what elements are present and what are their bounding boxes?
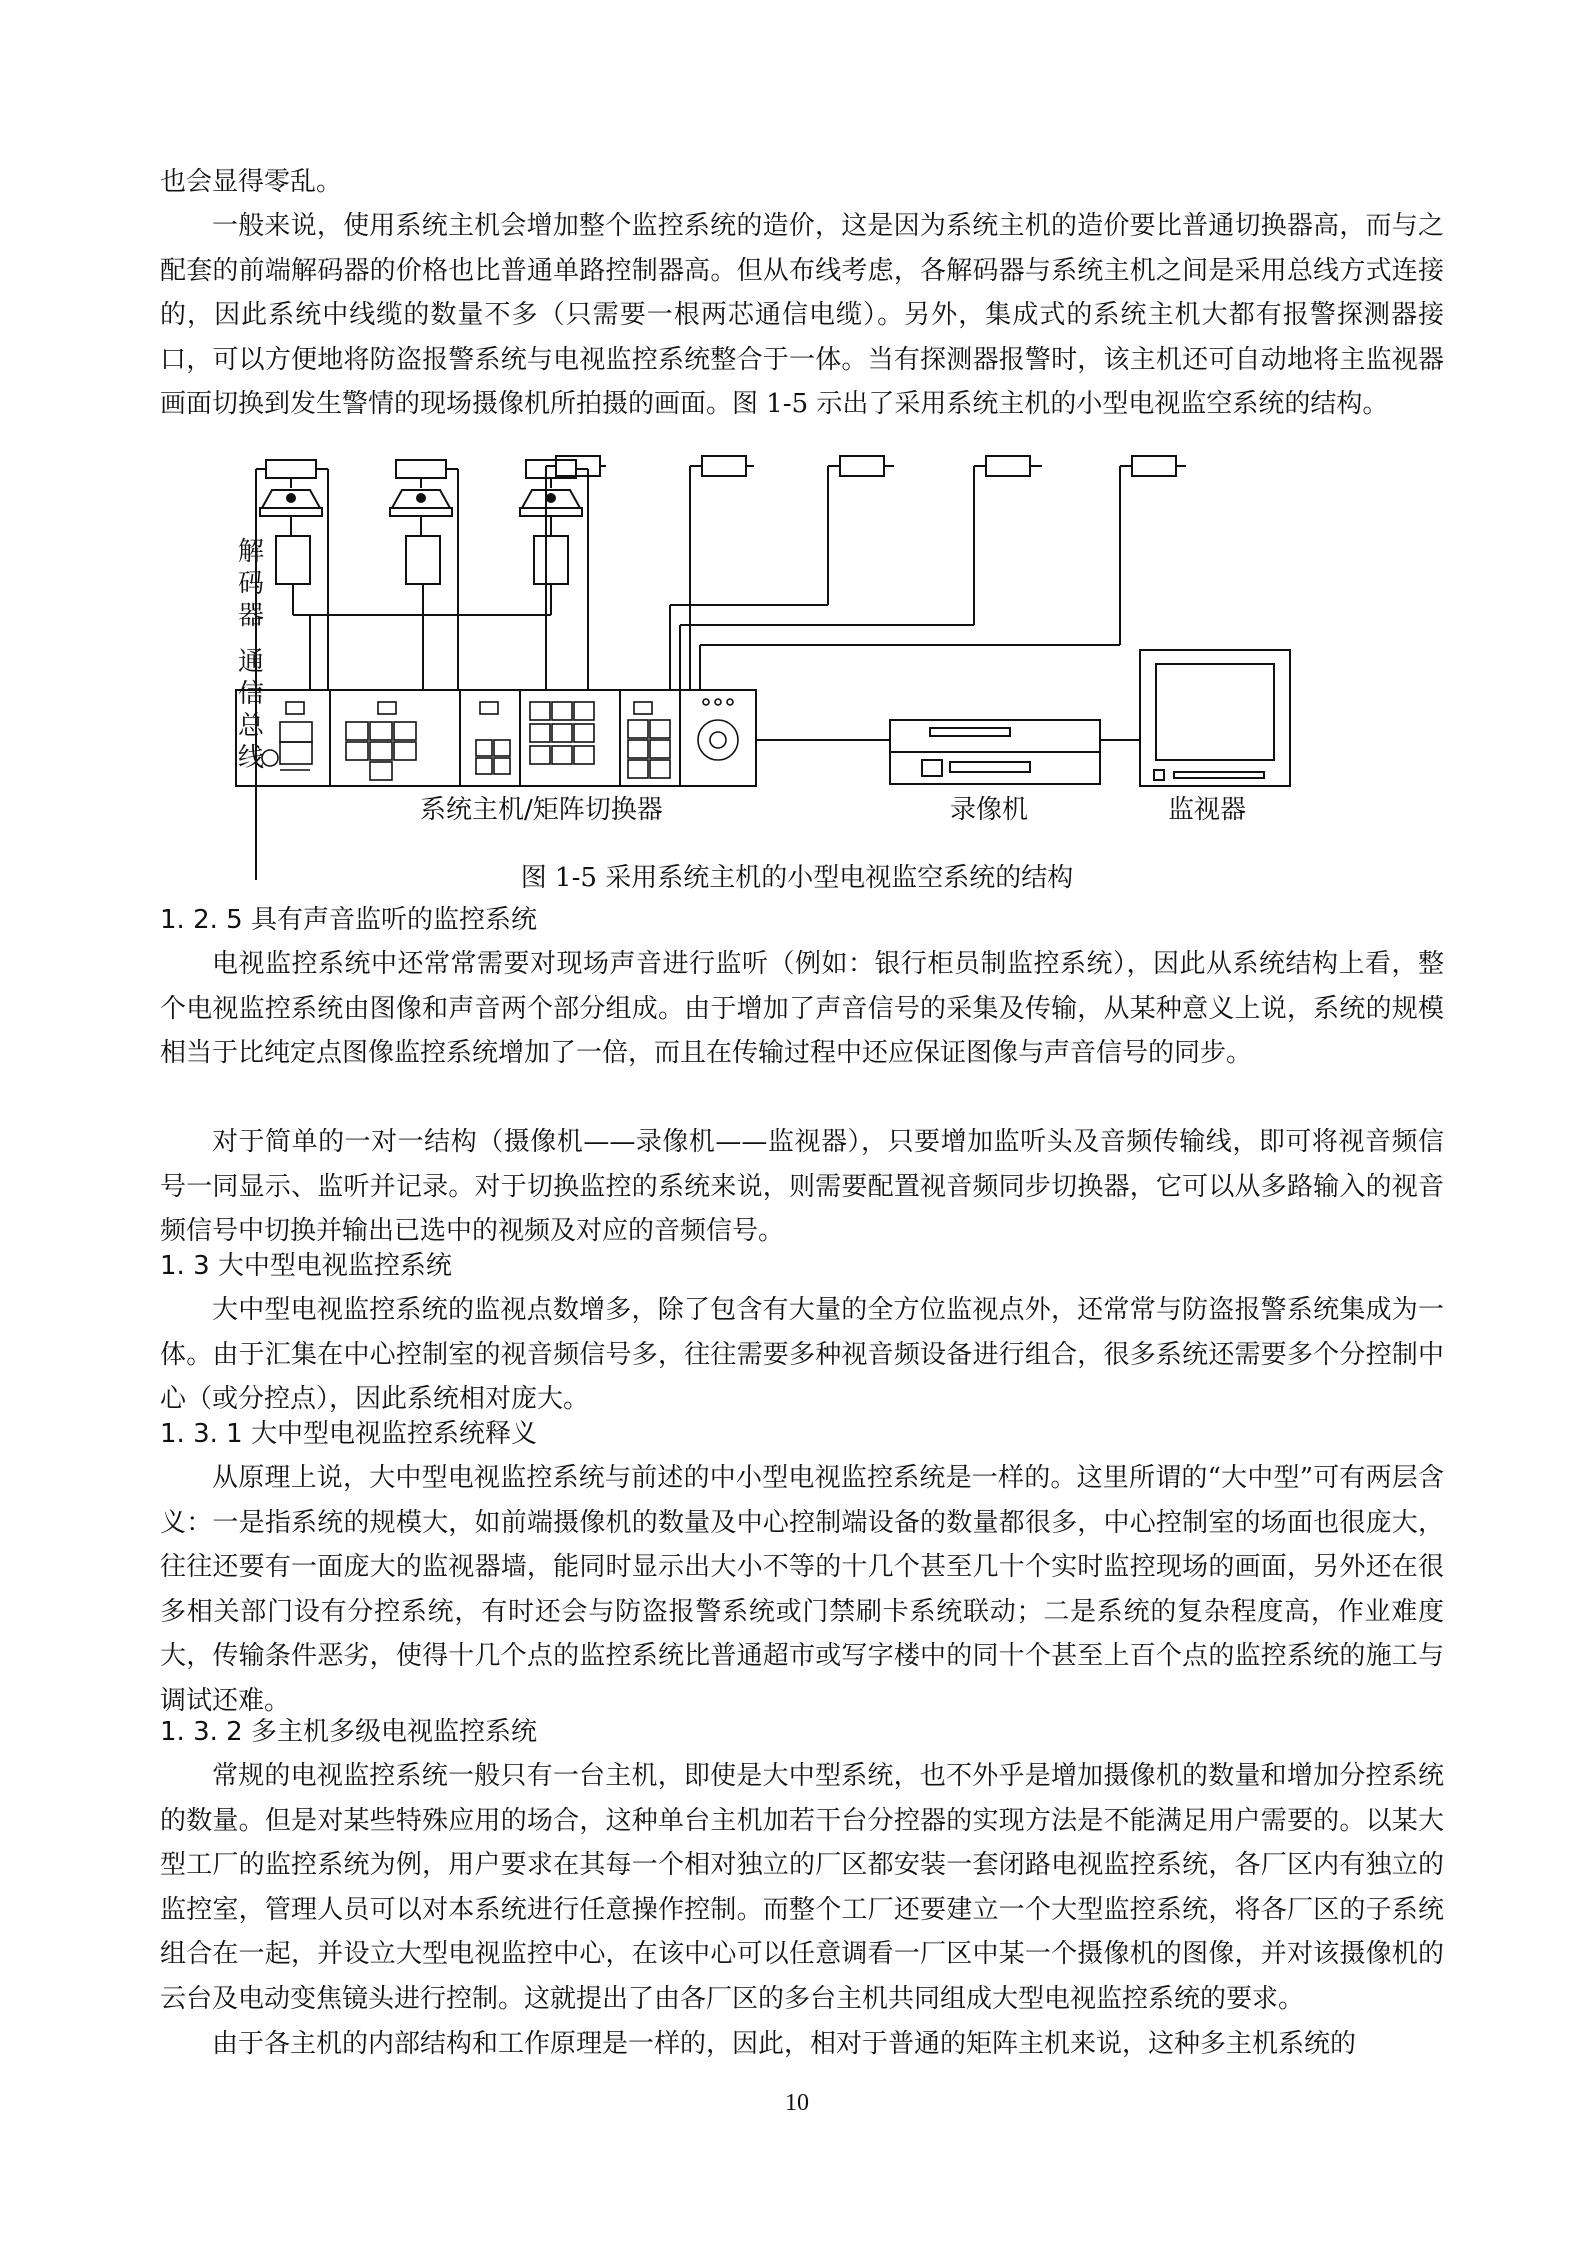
label-bus-char-2: 信 (238, 679, 265, 709)
fixed-camera-4 (986, 456, 1030, 476)
monitor (1140, 650, 1290, 786)
label-vcr: 录像机 (950, 795, 1029, 825)
section-heading-1-3: 1. 3 大中型电视监控系统 (160, 1251, 452, 1281)
fixed-camera-2 (702, 456, 746, 476)
decoder-2 (406, 536, 440, 584)
label-system-host: 系统主机/矩阵切换器 (420, 795, 663, 825)
decoder-1 (276, 536, 310, 584)
section-heading-1-2-5: 1. 2. 5 具有声音监听的监控系统 (160, 905, 537, 935)
label-bus-char-3: 总 (238, 711, 265, 741)
paragraph-large-system-definition: 从原理上说，大中型电视监控系统与前述的中小型电视监控系统是一样的。这里所谓的“大中型”可有两层含义：一是指系统的规模大，如前端摄像机的数量及中心控制端设备的数量都很多，中心控制室的场面也很庞大，往往还要有一面庞大的监视器墙，能同时显示出大小不等的十几个甚至几十个实时监控现场的画面，另外还在很多相关部门设有分控系统，有时还会与防盗报警系统或门禁刷卡系统联动；二是系统的复杂程度高，作业难度大，传输条件恶劣，使得十几个点的监控系统比普通超市或写字楼中的同十个甚至上百个点的监控系统的施工与调试还难。 (160, 1463, 1444, 1716)
paragraph-multi-host: 常规的电视监控系统一般只有一台主机，即使是大中型系统，也不外乎是增加摄像机的数量和增加分控系统的数量。但是对某些特殊应用的场合，这种单台主机加若干台分控器的实现方法是不能满足用户需要的。以某大型工厂的监控系统为例，用户要求在其每一个相对独立的厂区都安装一套闭路电视监控系统，各厂区内有独立的监控室，管理人员可以对本系统进行任意操作控制。而整个工厂还要建立一个大型监控系统，将各厂区的子系统组合在一起，并设立大型电视监控中心，在该中心可以任意调看一厂区中某一个摄像机的图像，并对该摄像机的云台及电动变焦镜头进行控制。这就提出了由各厂区的多台主机共同组成大型电视监控系统的要求。 (160, 1761, 1444, 2014)
section-heading-1-3-2: 1. 3. 2 多主机多级电视监控系统 (160, 1717, 537, 1747)
paragraph-large-system: 大中型电视监控系统的监视点数增多，除了包含有大量的全方位监视点外，还常常与防盗报警系统集成为一体。由于汇集在中心控制室的视音频信号多，往往需要多种视音频设备进行组合，很多系统还需要多个分控制中心（或分控点），因此系统相对庞大。 (160, 1295, 1444, 1415)
paragraph-system-host-cost: 一般来说，使用系统主机会增加整个监控系统的造价，这是因为系统主机的造价要比普通切换器高，而与之配套的前端解码器的价格也比普通单路控制器高。但从布线考虑，各解码器与系统主机之间是采用总线方式连接的，因此系统中线缆的数量不多（只需要一根两芯通信电缆）。另外，集成式的系统主机大都有报警探测器接口，可以方便地将防盗报警系统与电视监控系统整合于一体。当有探测器报警时，该主机还可自动地将主监视器画面切换到发生警情的现场摄像机所拍摄的画面。图 1-5 示出了采用系统主机的小型电视监空系统的结构。 (160, 211, 1444, 420)
label-monitor: 监视器 (1168, 795, 1247, 825)
label-decoder-char-3: 器 (238, 601, 265, 631)
label-bus-char-1: 通 (238, 647, 265, 677)
paragraph-audio-monitoring: 电视监控系统中还常常需要对现场声音进行监听（例如：银行柜员制监控系统），因此从系统结构上看，整个电视监控系统由图像和声音两个部分组成。由于增加了声音信号的采集及传输，从某种意义上说，系统的规模相当于比纯定点图像监控系统增加了一倍，而且在传输过程中还应保证图像与声音信号的同步。 (160, 949, 1444, 1069)
ptz-camera-3 (520, 460, 588, 516)
fixed-camera-3 (840, 456, 884, 476)
label-decoder-char-1: 解 (238, 537, 265, 567)
decoder-3 (534, 536, 568, 584)
paragraph-multi-host-continued: 由于各主机的内部结构和工作原理是一样的，因此，相对于普通的矩阵主机来说，这种多主机系统的 (212, 2029, 1357, 2059)
page-number: 10 (785, 2090, 809, 2116)
system-host (236, 690, 756, 786)
ptz-camera-2 (390, 460, 458, 516)
paragraph-continuation: 也会显得零乱。 (160, 167, 343, 197)
label-decoder-char-2: 码 (238, 569, 265, 599)
paragraph-one-to-one: 对于简单的一对一结构（摄像机——录像机——监视器），只要增加监听头及音频传输线，即可将视音频信号一同显示、监听并记录。对于切换监控的系统来说，则需要配置视音频同步切换器，它可以从多路输入的视音频信号中切换并输出已选中的视频及对应的音频信号。 (160, 1127, 1444, 1247)
figure-1-5-diagram (238, 440, 1310, 825)
figure-caption: 图 1-5 采用系统主机的小型电视监空系统的结构 (520, 863, 1074, 893)
fixed-camera-5 (1132, 456, 1176, 476)
label-bus-char-4: 线 (238, 743, 265, 773)
section-heading-1-3-1: 1. 3. 1 大中型电视监控系统释义 (160, 1419, 537, 1449)
